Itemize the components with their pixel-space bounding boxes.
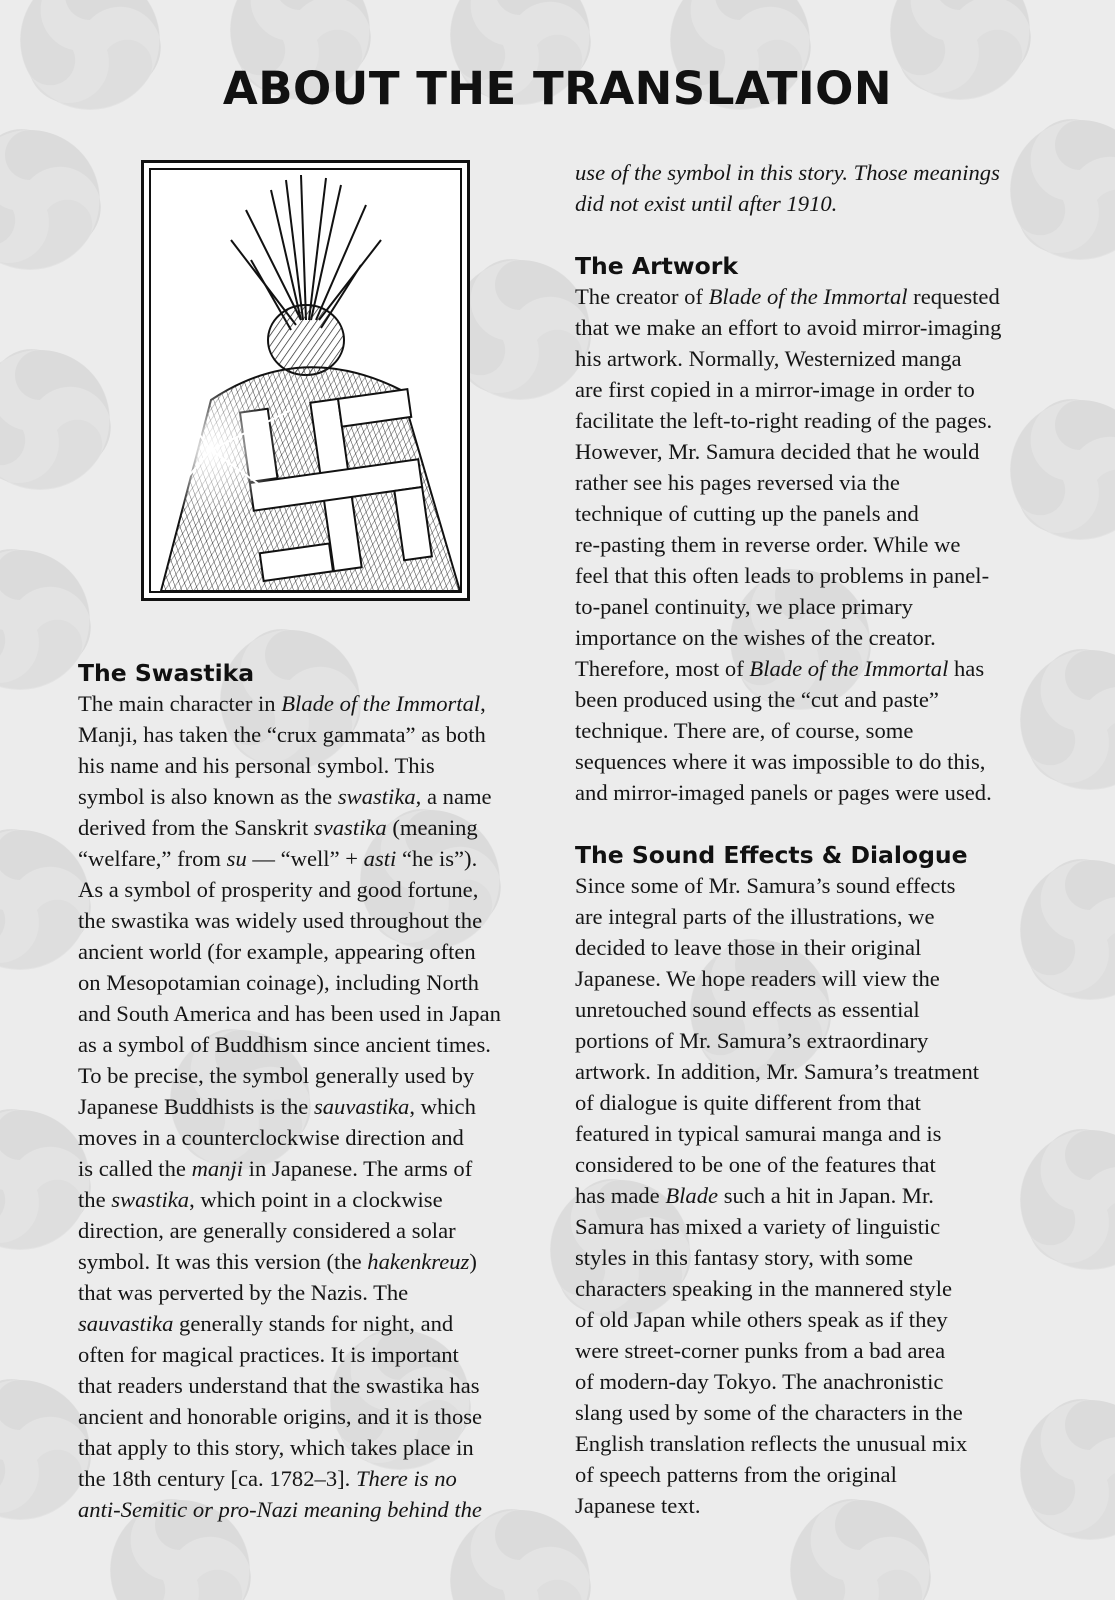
page-title: ABOUT THE TRANSLATION: [222, 62, 893, 115]
text-line: use of the symbol in this story. Those meanings: [575, 160, 1000, 185]
text-line: portions of Mr. Samura’s extraordinary: [575, 1028, 929, 1053]
text-line: However, Mr. Samura decided that he would: [575, 439, 980, 464]
text-line: English translation reflects the unusual mix: [575, 1431, 968, 1456]
text-line: technique. There are, of course, some: [575, 718, 914, 743]
text-artwork: [575, 281, 1051, 808]
text-line: ancient world (for example, appearing often: [78, 939, 476, 964]
text-line: symbol is also known as the swastika, a name: [78, 784, 492, 809]
text-swastika-continued: [575, 157, 1051, 219]
text-line: often for magical practices. It is important: [78, 1342, 459, 1367]
text-line: has made Blade such a hit in Japan. Mr.: [575, 1183, 934, 1208]
text-sound-effects: [575, 870, 1051, 1521]
text-line: rather see his pages reversed via the: [575, 470, 900, 495]
text-line: feel that this often leads to problems in panel-: [575, 563, 990, 588]
heading-artwork: The Artwork: [575, 252, 738, 280]
text-swastika: [78, 688, 554, 1525]
text-line: were street-corner punks from a bad area: [575, 1338, 946, 1363]
text-line: the 18th century [ca. 1782–3]. There is no: [78, 1466, 457, 1491]
illustration-inner-border: [149, 168, 462, 593]
text-line: direction, are generally considered a solar: [78, 1218, 456, 1243]
text-line: decided to leave those in their original: [575, 935, 922, 960]
text-line: To be precise, the symbol generally used by: [78, 1063, 475, 1088]
text-line: sequences where it was impossible to do this,: [575, 749, 986, 774]
text-line: anti-Semitic or pro-Nazi meaning behind the: [78, 1497, 482, 1522]
text-line: featured in typical samurai manga and is: [575, 1121, 942, 1146]
text-line: technique of cutting up the panels and: [575, 501, 919, 526]
text-line: facilitate the left-to-right reading of the pages.: [575, 408, 993, 433]
heading-sound-effects: The Sound Effects & Dialogue: [575, 841, 968, 869]
text-line: of old Japan while others speak as if they: [575, 1307, 948, 1332]
text-line: of modern-day Tokyo. The anachronistic: [575, 1369, 944, 1394]
text-line: that apply to this story, which takes place in: [78, 1435, 474, 1460]
text-line: as a symbol of Buddhism since ancient times.: [78, 1032, 491, 1057]
text-line: sauvastika generally stands for night, and: [78, 1311, 454, 1336]
text-line: symbol. It was this version (the hakenkreuz): [78, 1249, 477, 1274]
text-line: of dialogue is quite different from that: [575, 1090, 921, 1115]
text-line: and mirror-imaged panels or pages were used.: [575, 780, 992, 805]
text-line: moves in a counterclockwise direction and: [78, 1125, 464, 1150]
text-line: of speech patterns from the original: [575, 1462, 897, 1487]
text-line: that was perverted by the Nazis. The: [78, 1280, 409, 1305]
heading-swastika: The Swastika: [78, 659, 255, 687]
text-line: The main character in Blade of the Immortal,: [78, 691, 486, 716]
text-line: artwork. In addition, Mr. Samura’s treatment: [575, 1059, 980, 1084]
text-line: and South America and has been used in Japan: [78, 1001, 501, 1026]
text-line: on Mesopotamian coinage), including North: [78, 970, 479, 995]
text-line: slang used by some of the characters in the: [575, 1400, 963, 1425]
text-line: that readers understand that the swastika has: [78, 1373, 480, 1398]
text-line: his artwork. Normally, Westernized manga: [575, 346, 962, 371]
text-line: his name and his personal symbol. This: [78, 753, 435, 778]
text-line: ancient and honorable origins, and it is those: [78, 1404, 483, 1429]
right-column: [575, 157, 1051, 1521]
text-line: did not exist until after 1910.: [575, 191, 838, 216]
section-swastika: [78, 654, 554, 1525]
text-line: Japanese text.: [575, 1493, 701, 1518]
text-line: Japanese. We hope readers will view the: [575, 966, 940, 991]
text-line: Therefore, most of Blade of the Immortal has: [575, 656, 985, 681]
text-line: importance on the wishes of the creator.: [575, 625, 936, 650]
illustration-frame: [141, 160, 470, 601]
text-line: Since some of Mr. Samura’s sound effects: [575, 873, 956, 898]
text-line: re-pasting them in reverse order. While we: [575, 532, 961, 557]
text-line: The creator of Blade of the Immortal requested: [575, 284, 1000, 309]
text-line: been produced using the “cut and paste”: [575, 687, 939, 712]
text-line: the swastika was widely used throughout the: [78, 908, 483, 933]
text-line: As a symbol of prosperity and good fortune,: [78, 877, 479, 902]
text-line: characters speaking in the mannered style: [575, 1276, 953, 1301]
text-line: unretouched sound effects as essential: [575, 997, 920, 1022]
text-line: considered to be one of the features that: [575, 1152, 936, 1177]
text-line: derived from the Sanskrit svastika (meaning: [78, 815, 478, 840]
text-line: the swastika, which point in a clockwise: [78, 1187, 443, 1212]
text-line: styles in this fantasy story, with some: [575, 1245, 914, 1270]
text-line: is called the manji in Japanese. The arms of: [78, 1156, 473, 1181]
text-line: “welfare,” from su — “well” + asti “he is”).: [78, 846, 478, 871]
text-line: are integral parts of the illustrations, we: [575, 904, 935, 929]
text-line: to-panel continuity, we place primary: [575, 594, 913, 619]
text-line: Japanese Buddhists is the sauvastika, which: [78, 1094, 476, 1119]
text-line: that we make an effort to avoid mirror-imaging: [575, 315, 1002, 340]
manji-illustration: [151, 170, 460, 591]
text-line: Manji, has taken the “crux gammata” as both: [78, 722, 486, 747]
text-line: are first copied in a mirror-image in order to: [575, 377, 975, 402]
text-line: Samura has mixed a variety of linguistic: [575, 1214, 941, 1239]
